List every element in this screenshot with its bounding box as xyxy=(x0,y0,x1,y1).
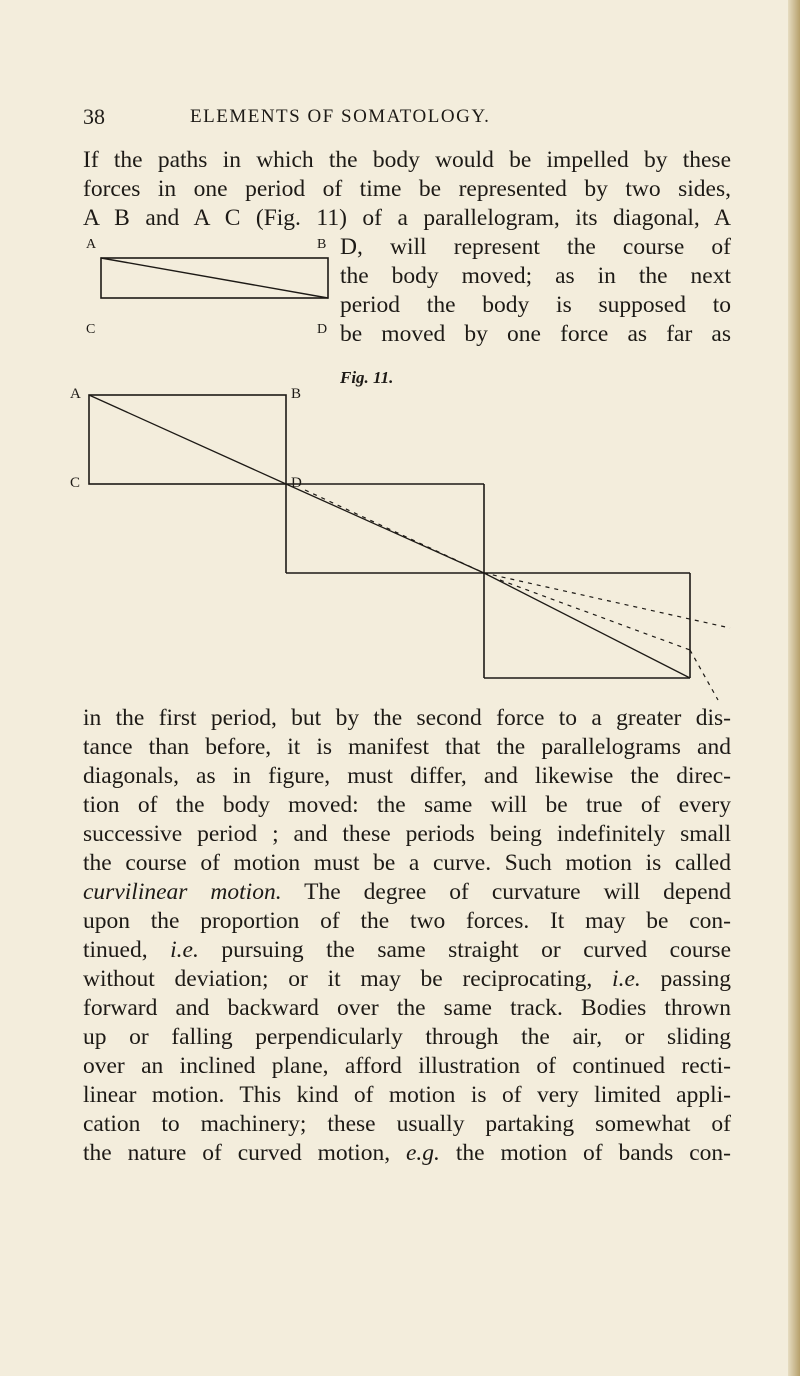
diagonal-1 xyxy=(89,395,286,484)
small-label-a: A xyxy=(86,237,97,252)
running-head: ELEMENTS OF SOMATOLOGY. xyxy=(190,106,491,127)
diagonal-2 xyxy=(286,484,484,573)
text-line: in the first period, but by the second force to a greater dis- xyxy=(83,705,731,731)
page-number: 38 xyxy=(83,104,105,129)
text-line: tance than before, it is manifest that the parallelograms and xyxy=(83,734,731,760)
text-line: forward and backward over the same track. Bodies thrown xyxy=(83,995,731,1021)
text-line: tion of the body moved: the same will be true of every xyxy=(83,792,731,818)
italic-term: i.e. xyxy=(612,966,641,992)
text-line: A B and A C (Fig. 11) of a parallelogram, its diagonal, A xyxy=(83,205,731,231)
italic-term: e.g. xyxy=(406,1140,440,1166)
text-line: successive period ; and these periods being indefinitely small xyxy=(83,821,731,847)
text-line: be moved by one force as far as xyxy=(340,321,731,347)
fig-label-b: B xyxy=(291,386,302,402)
small-label-b: B xyxy=(317,237,327,252)
fig-label-c: C xyxy=(70,475,81,491)
italic-term: i.e. xyxy=(170,937,199,963)
small-label-d: D xyxy=(317,322,328,337)
text-line xyxy=(83,936,731,965)
fig-label-d: D xyxy=(291,475,302,491)
text-span: without deviation; or it may be reciprocating, xyxy=(83,966,593,992)
text-line: linear motion. This kind of motion is of very limited appli- xyxy=(83,1082,731,1108)
text-line xyxy=(83,1139,731,1168)
text-span: pursuing the same straight or curved course xyxy=(221,937,732,963)
italic-term: curvilinear motion. xyxy=(83,879,282,905)
small-diagonal xyxy=(101,258,328,298)
figure-caption: Fig. 11. xyxy=(340,368,394,387)
text-span: the nature of curved motion, xyxy=(83,1140,391,1166)
diagonal-3 xyxy=(484,573,690,678)
text-span: The degree of curvature will depend xyxy=(304,879,732,905)
text-line: the course of motion must be a curve. Such motion is called xyxy=(83,850,731,876)
dotted-path-3 xyxy=(500,580,690,650)
dotted-path-1 xyxy=(305,490,484,573)
text-line: cation to machinery; these usually partaking somewhat of xyxy=(83,1111,731,1137)
text-line: If the paths in which the body would be impelled by these xyxy=(83,147,731,173)
fig-label-a: A xyxy=(70,386,81,402)
parallelogram-1 xyxy=(89,395,286,484)
dotted-path-2 xyxy=(484,573,730,628)
text-span: passing xyxy=(660,966,731,992)
text-line: the body moved; as in the next xyxy=(340,263,731,289)
page-edge xyxy=(788,0,800,1376)
text-span: tinued, xyxy=(83,937,148,963)
text-line: diagonals, as in figure, must differ, and likewise the direc- xyxy=(83,763,731,789)
text-line: up or falling perpendicularly through the air, or sliding xyxy=(83,1024,731,1050)
text-line: D, will represent the course of xyxy=(340,234,731,260)
text-span: the motion of bands con- xyxy=(455,1140,731,1166)
text-line: over an inclined plane, afford illustration of continued recti- xyxy=(83,1053,731,1079)
text-line xyxy=(83,878,731,907)
page-header xyxy=(0,104,800,134)
text-line: forces in one period of time be represented by two sides, xyxy=(83,176,731,202)
text-line: upon the proportion of the two forces. It may be con- xyxy=(83,908,731,934)
text-line xyxy=(83,965,731,994)
dotted-path-4 xyxy=(690,650,718,700)
small-label-c: C xyxy=(86,322,96,337)
small-parallelogram xyxy=(101,258,328,298)
text-line: period the body is supposed to xyxy=(340,292,731,318)
